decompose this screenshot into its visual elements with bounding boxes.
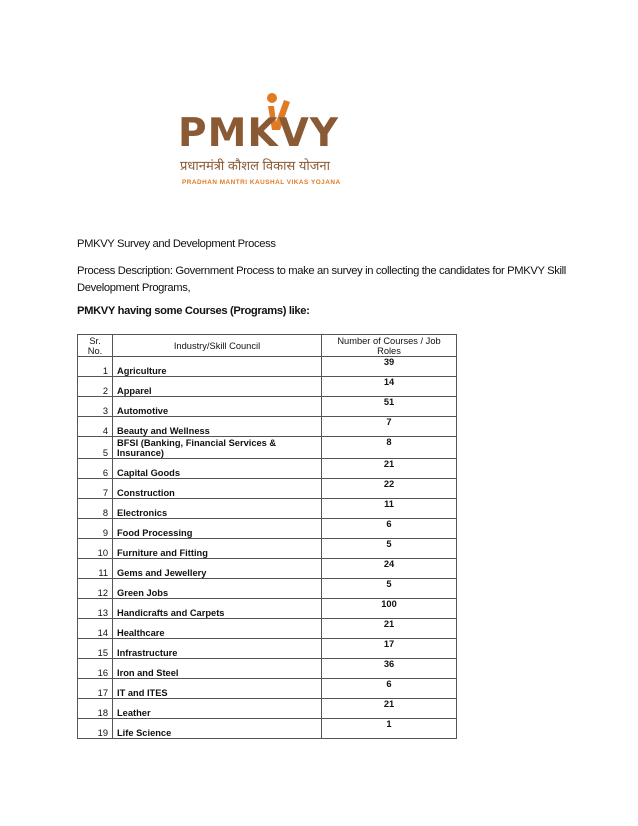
row-course-count: 1: [322, 719, 457, 739]
row-industry: Automotive: [113, 397, 322, 417]
table-row: [78, 417, 457, 437]
row-number: 13: [78, 599, 113, 619]
row-course-count: 11: [322, 499, 457, 519]
table-row: [78, 357, 457, 377]
row-industry: Life Science: [113, 719, 322, 739]
table-row: [78, 699, 457, 719]
table-row: [78, 559, 457, 579]
header-sr-no: Sr. No.: [78, 335, 113, 357]
row-number: 9: [78, 519, 113, 539]
row-industry: BFSI (Banking, Financial Services & Insurance): [113, 437, 322, 459]
row-industry: Green Jobs: [113, 579, 322, 599]
table-row: [78, 459, 457, 479]
row-industry: Handicrafts and Carpets: [113, 599, 322, 619]
row-industry: Furniture and Fitting: [113, 539, 322, 559]
row-number: 8: [78, 499, 113, 519]
row-course-count: 51: [322, 397, 457, 417]
row-industry: Agriculture: [113, 357, 322, 377]
row-number: 16: [78, 659, 113, 679]
row-course-count: 14: [322, 377, 457, 397]
row-industry: Infrastructure: [113, 639, 322, 659]
row-industry: Iron and Steel: [113, 659, 322, 679]
table-row: [78, 499, 457, 519]
row-number: 19: [78, 719, 113, 739]
row-number: 1: [78, 357, 113, 377]
row-number: 10: [78, 539, 113, 559]
row-number: 4: [78, 417, 113, 437]
table-row: [78, 479, 457, 499]
row-course-count: 100: [322, 599, 457, 619]
row-industry: Food Processing: [113, 519, 322, 539]
row-number: 15: [78, 639, 113, 659]
table-row: [78, 437, 457, 459]
row-course-count: 39: [322, 357, 457, 377]
row-number: 11: [78, 559, 113, 579]
row-number: 6: [78, 459, 113, 479]
row-course-count: 36: [322, 659, 457, 679]
table-row: [78, 519, 457, 539]
row-industry: IT and ITES: [113, 679, 322, 699]
row-number: 14: [78, 619, 113, 639]
document-heading: PMKVY Survey and Development Process: [77, 238, 276, 250]
row-number: 5: [78, 437, 113, 459]
table-row: [78, 659, 457, 679]
row-course-count: 5: [322, 579, 457, 599]
row-industry: Construction: [113, 479, 322, 499]
header-course-count: Number of Courses / Job Roles: [322, 335, 457, 357]
table-row: [78, 639, 457, 659]
row-number: 18: [78, 699, 113, 719]
row-course-count: 5: [322, 539, 457, 559]
row-course-count: 22: [322, 479, 457, 499]
row-industry: Beauty and Wellness: [113, 417, 322, 437]
logo-wordmark: PMKVY: [178, 111, 340, 156]
row-course-count: 6: [322, 679, 457, 699]
row-industry: Capital Goods: [113, 459, 322, 479]
table-row: [78, 397, 457, 417]
row-number: 7: [78, 479, 113, 499]
table-row: [78, 579, 457, 599]
row-course-count: 8: [322, 437, 457, 459]
row-course-count: 21: [322, 459, 457, 479]
table-row: [78, 619, 457, 639]
table-header-row: [78, 335, 457, 357]
row-course-count: 24: [322, 559, 457, 579]
table-row: [78, 377, 457, 397]
logo-english-text: PRADHAN MANTRI KAUSHAL VIKAS YOJANA: [182, 179, 341, 186]
table-row: [78, 719, 457, 739]
pmkvy-logo: [178, 92, 348, 192]
table-intro: PMKVY having some Courses (Programs) like:: [77, 305, 310, 317]
table-row: [78, 539, 457, 559]
row-course-count: 21: [322, 699, 457, 719]
row-industry: Apparel: [113, 377, 322, 397]
row-number: 2: [78, 377, 113, 397]
row-course-count: 6: [322, 519, 457, 539]
table-row: [78, 679, 457, 699]
row-number: 12: [78, 579, 113, 599]
process-description: Process Description: Government Process to make an survey in collecting the candidates for PMKVY Skill Development Programs,: [77, 265, 566, 294]
row-industry: Gems and Jewellery: [113, 559, 322, 579]
header-industry: Industry/Skill Council: [113, 335, 322, 357]
row-number: 3: [78, 397, 113, 417]
row-number: 17: [78, 679, 113, 699]
courses-table: [77, 334, 457, 739]
row-course-count: 7: [322, 417, 457, 437]
table-row: [78, 599, 457, 619]
row-industry: Healthcare: [113, 619, 322, 639]
row-industry: Electronics: [113, 499, 322, 519]
logo-hindi-text: प्रधानमंत्री कौशल विकास योजना: [180, 158, 331, 173]
row-course-count: 21: [322, 619, 457, 639]
row-industry: Leather: [113, 699, 322, 719]
row-course-count: 17: [322, 639, 457, 659]
